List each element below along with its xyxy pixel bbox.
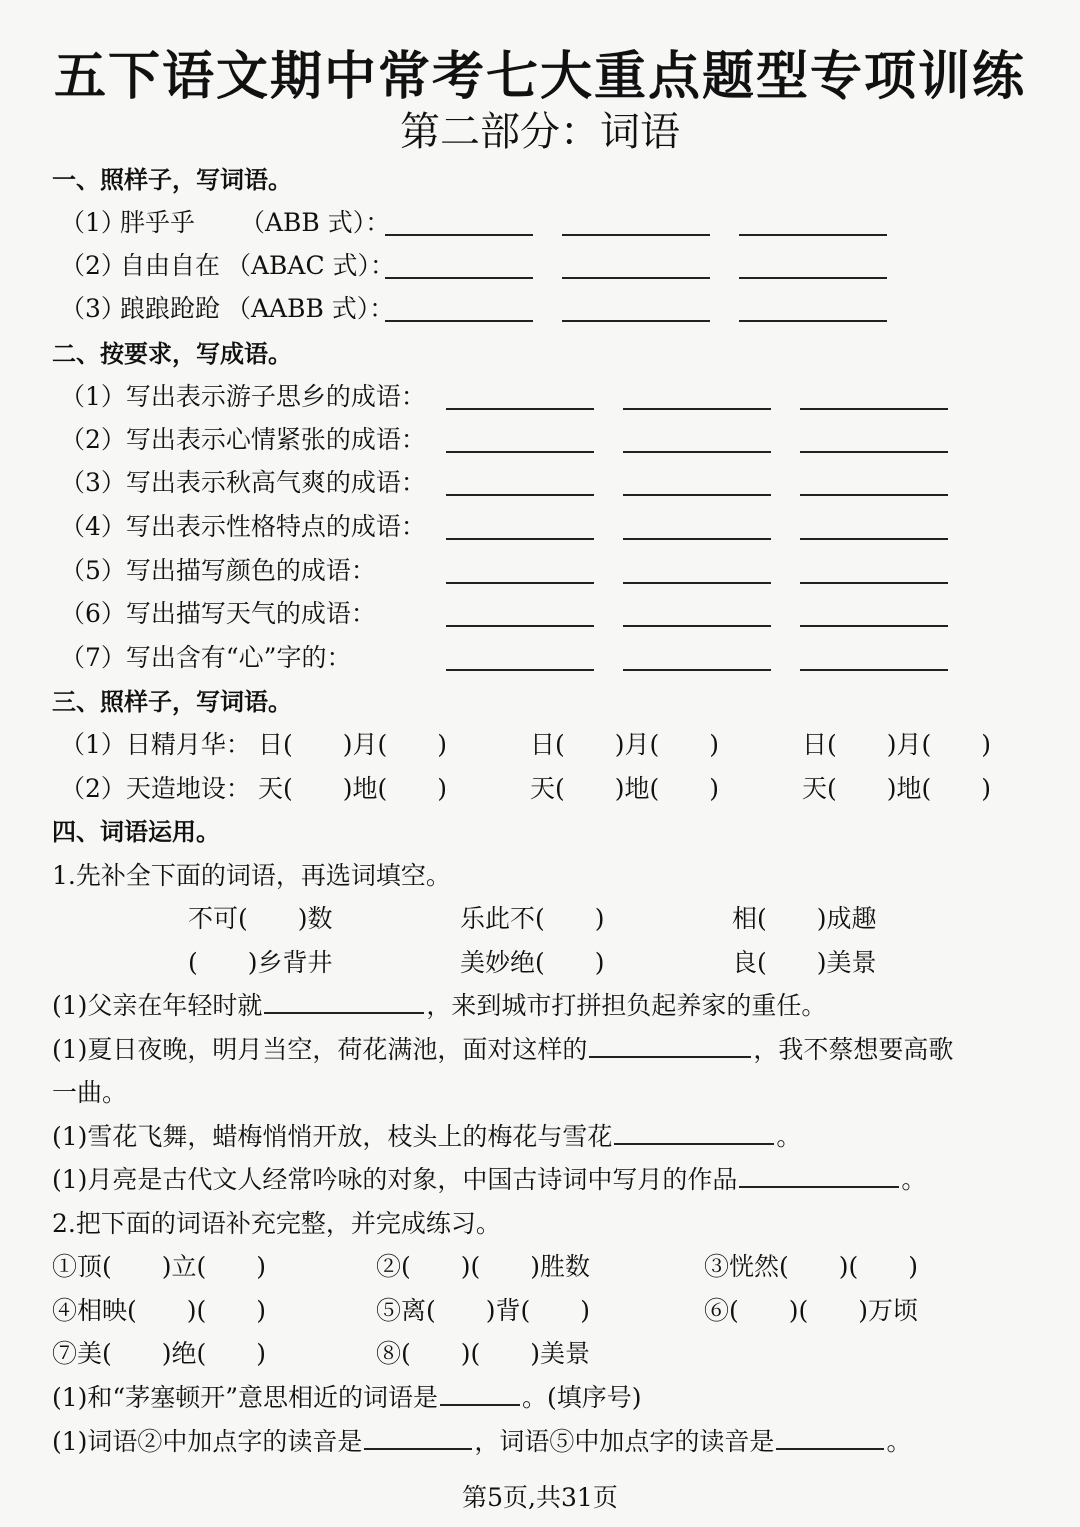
fill-group[interactable]: 日( )月( ) <box>258 730 448 759</box>
answer-blank[interactable] <box>562 277 710 279</box>
s2-item-5 <box>0 549 1080 593</box>
sentence-1 <box>52 984 826 1028</box>
answer-blank[interactable] <box>776 1447 884 1450</box>
answer-blank[interactable] <box>800 669 948 671</box>
page-subtitle: 第二部分：词语 <box>400 109 680 155</box>
answer-blank[interactable] <box>800 408 948 410</box>
item-pattern: （AABB 式）： <box>226 294 395 323</box>
answer-blank[interactable] <box>446 494 594 496</box>
answer-blank[interactable] <box>800 494 948 496</box>
fill-word[interactable]: ①顶( )立( ) <box>52 1252 267 1281</box>
word-grid2-row-1 <box>0 1245 1080 1289</box>
item-prompt: （7）写出含有“心”字的： <box>60 643 352 672</box>
sentence-text: (1)雪花飞舞，蜡梅悄悄开放，枝头上的梅花与雪花 <box>52 1122 613 1151</box>
s2-item-1 <box>0 375 1080 419</box>
item-word: 踉踉跄跄 <box>120 294 221 323</box>
answer-blank[interactable] <box>446 538 594 540</box>
section-3-heading: 三、照样子，写词语。 <box>52 688 292 716</box>
item-word: 自由自在 <box>120 251 221 280</box>
word-grid-row-1 <box>0 897 1080 941</box>
fill-word[interactable]: 不可( )数 <box>188 904 333 933</box>
row-label: （2）天造地设： <box>60 774 251 803</box>
item-prompt: （1）写出表示游子思乡的成语： <box>60 382 426 411</box>
answer-blank[interactable] <box>385 234 533 236</box>
sentence-text: 。 <box>901 1165 927 1194</box>
item-prompt: （3）写出表示秋高气爽的成语： <box>60 468 426 497</box>
section-4-heading: 四、词语运用。 <box>52 818 220 846</box>
sentence-text: (1)夏日夜晚，明月当空，荷花满池，面对这样的 <box>52 1035 588 1064</box>
exercise-1 <box>52 1376 642 1420</box>
answer-blank[interactable] <box>562 320 710 322</box>
word-grid2-row-2 <box>0 1289 1080 1333</box>
fill-word[interactable]: 良( )美景 <box>732 948 877 977</box>
s3-row-2 <box>0 767 1080 811</box>
s1-item-1 <box>0 201 1080 245</box>
fill-word[interactable]: ⑧( )( )美景 <box>376 1339 591 1368</box>
answer-blank[interactable] <box>739 1185 899 1188</box>
answer-blank[interactable] <box>364 1447 472 1450</box>
word-grid-row-2 <box>0 941 1080 985</box>
fill-group[interactable]: 日( )月( ) <box>802 730 992 759</box>
fill-word[interactable]: 相( )成趣 <box>732 904 877 933</box>
item-prompt: （4）写出表示性格特点的成语： <box>60 512 426 541</box>
answer-blank[interactable] <box>589 1055 751 1058</box>
answer-blank[interactable] <box>446 408 594 410</box>
row-label: （1）日精月华： <box>60 730 251 759</box>
answer-blank[interactable] <box>739 234 887 236</box>
answer-blank[interactable] <box>623 408 771 410</box>
item-number: （3） <box>60 294 126 323</box>
item-prompt: （5）写出描写颜色的成语： <box>60 556 376 585</box>
exercise-text: 。(填序号) <box>521 1383 642 1412</box>
sentence-text: ，我不蔡想要高歌 <box>753 1035 954 1064</box>
page-footer: 第5页,共31页 <box>462 1483 618 1512</box>
item-number: （1） <box>60 208 126 237</box>
section-2-heading: 二、按要求，写成语。 <box>52 340 292 368</box>
sentence-text: 。 <box>776 1122 802 1151</box>
word-grid2-row-3 <box>0 1332 1080 1376</box>
fill-word[interactable]: ⑤离( )背( ) <box>376 1296 591 1325</box>
s3-row-1 <box>0 723 1080 767</box>
sentence-3 <box>52 1115 801 1159</box>
page-title: 五下语文期中常考七大重点题型专项训练 <box>53 47 1026 107</box>
answer-blank[interactable] <box>446 582 594 584</box>
answer-blank[interactable] <box>446 451 594 453</box>
fill-word[interactable]: ( )乡背井 <box>188 948 333 977</box>
answer-blank[interactable] <box>623 669 771 671</box>
fill-word[interactable]: ⑦美( )绝( ) <box>52 1339 267 1368</box>
sentence-2 <box>52 1028 953 1072</box>
answer-blank[interactable] <box>623 582 771 584</box>
answer-blank[interactable] <box>623 538 771 540</box>
answer-blank[interactable] <box>739 320 887 322</box>
item-prompt: （6）写出描写天气的成语： <box>60 599 376 628</box>
fill-group[interactable]: 天( )地( ) <box>258 774 448 803</box>
s2-item-2 <box>0 418 1080 462</box>
answer-blank[interactable] <box>800 538 948 540</box>
item-pattern: （ABAC 式）： <box>226 251 396 280</box>
item-prompt: （2）写出表示心情紧张的成语： <box>60 425 426 454</box>
exercise-2 <box>52 1420 911 1464</box>
fill-word[interactable]: 乐此不( ) <box>460 904 605 933</box>
exercise-text: (1)词语②中加点字的读音是 <box>52 1427 363 1456</box>
question-1: 1.先补全下面的词语，再选词填空。 <box>52 861 451 890</box>
answer-blank[interactable] <box>385 320 533 322</box>
fill-word[interactable]: 美妙绝( ) <box>460 948 605 977</box>
answer-blank[interactable] <box>800 451 948 453</box>
s1-item-3 <box>0 287 1080 331</box>
item-number: （2） <box>60 251 126 280</box>
fill-group[interactable]: 天( )地( ) <box>530 774 720 803</box>
answer-blank[interactable] <box>623 625 771 627</box>
fill-word[interactable]: ⑥( )( )万顷 <box>704 1296 919 1325</box>
fill-group[interactable]: 天( )地( ) <box>802 774 992 803</box>
answer-blank[interactable] <box>446 669 594 671</box>
answer-blank[interactable] <box>440 1403 520 1406</box>
answer-blank[interactable] <box>800 582 948 584</box>
sentence-text: (1)月亮是古代文人经常吟咏的对象，中国古诗词中写月的作品 <box>52 1165 738 1194</box>
answer-blank[interactable] <box>614 1142 774 1145</box>
answer-blank[interactable] <box>739 277 887 279</box>
fill-group[interactable]: 日( )月( ) <box>530 730 720 759</box>
fill-word[interactable]: ③恍然( )( ) <box>704 1252 919 1281</box>
answer-blank[interactable] <box>562 234 710 236</box>
item-pattern: （ABB 式）： <box>240 208 391 237</box>
exercise-text: 。 <box>886 1427 912 1456</box>
s2-item-6 <box>0 592 1080 636</box>
s2-item-3 <box>0 461 1080 505</box>
answer-blank[interactable] <box>800 625 948 627</box>
s1-item-2 <box>0 244 1080 288</box>
fill-word[interactable]: ②( )( )胜数 <box>376 1252 591 1281</box>
sentence-text: (1)父亲在年轻时就 <box>52 991 263 1020</box>
exercise-text: (1)和“茅塞顿开”意思相近的词语是 <box>52 1383 438 1412</box>
s2-item-7 <box>0 636 1080 680</box>
sentence-2-cont: 一曲。 <box>52 1078 128 1107</box>
question-2: 2.把下面的词语补充完整，并完成练习。 <box>52 1209 501 1238</box>
answer-blank[interactable] <box>264 1011 424 1014</box>
item-word: 胖乎乎 <box>120 208 196 237</box>
sentence-4 <box>52 1158 926 1202</box>
answer-blank[interactable] <box>385 277 533 279</box>
exercise-text: ，词语⑤中加点字的读音是 <box>474 1427 775 1456</box>
answer-blank[interactable] <box>623 451 771 453</box>
fill-word[interactable]: ④相映( )( ) <box>52 1296 267 1325</box>
sentence-text: ，来到城市打拼担负起养家的重任。 <box>426 991 827 1020</box>
answer-blank[interactable] <box>446 625 594 627</box>
s2-item-4 <box>0 505 1080 549</box>
answer-blank[interactable] <box>623 494 771 496</box>
section-1-heading: 一、照样子，写词语。 <box>52 166 292 194</box>
